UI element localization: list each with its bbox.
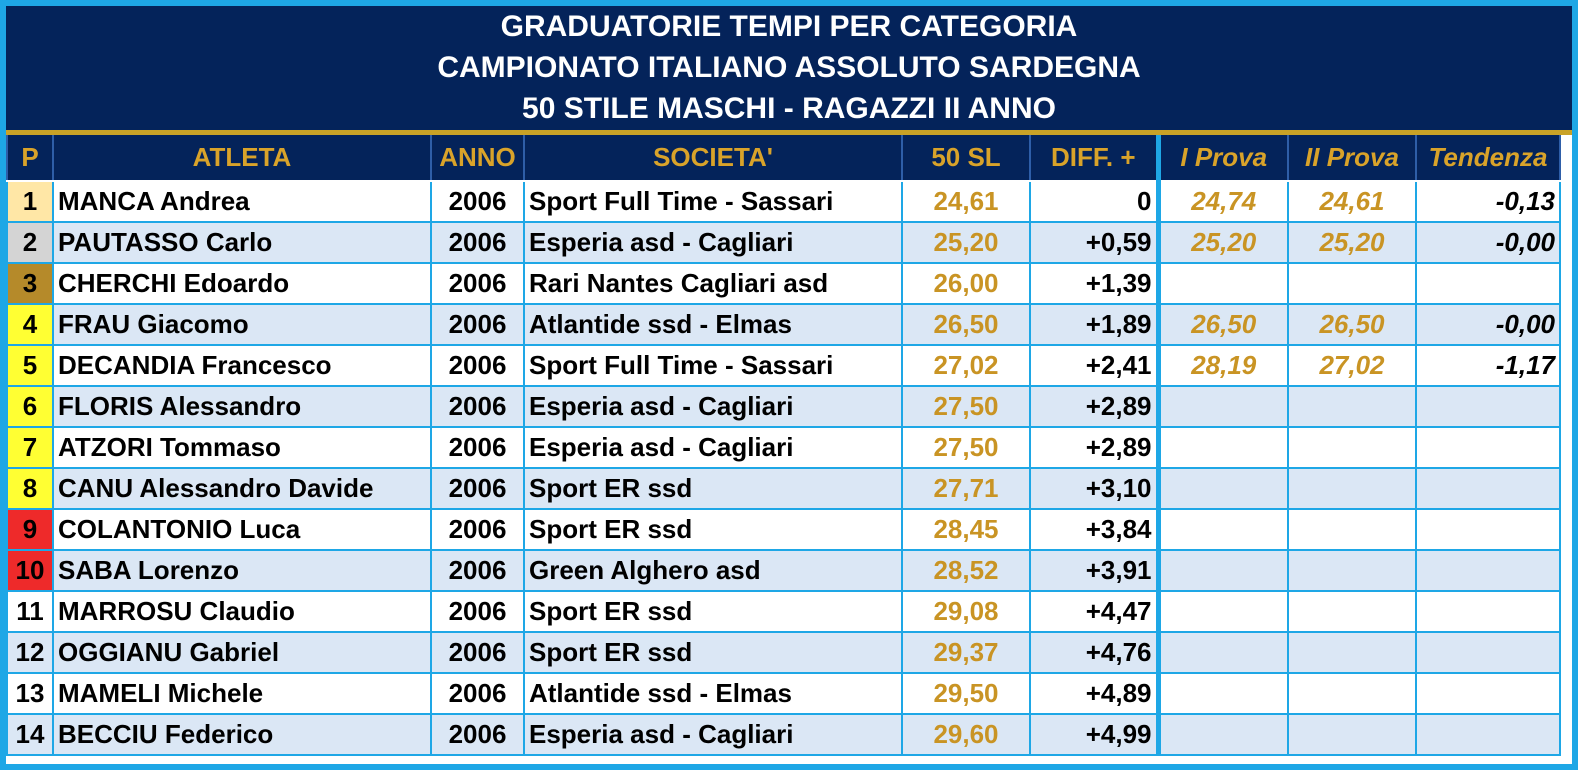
trial2-cell: 26,50 — [1288, 304, 1416, 345]
diff-cell: 0 — [1030, 181, 1158, 222]
year-cell: 2006 — [431, 222, 524, 263]
position-cell: 11 — [7, 591, 53, 632]
col-header-trial2[interactable]: II Prova — [1288, 135, 1416, 181]
club-cell: Esperia asd - Cagliari — [524, 222, 902, 263]
title-line-2: CAMPIONATO ITALIANO ASSOLUTO SARDEGNA — [437, 51, 1141, 84]
diff-cell: +0,59 — [1030, 222, 1158, 263]
col-header-year[interactable]: ANNO — [431, 135, 524, 181]
position-cell: 1 — [7, 181, 53, 222]
athlete-cell: DECANDIA Francesco — [53, 345, 431, 386]
table-row[interactable] — [7, 509, 1560, 550]
year-cell: 2006 — [431, 673, 524, 714]
trial2-cell: 24,61 — [1288, 181, 1416, 222]
year-cell: 2006 — [431, 632, 524, 673]
position-cell: 3 — [7, 263, 53, 304]
time-cell: 24,61 — [902, 181, 1030, 222]
trend-cell — [1416, 427, 1560, 468]
club-cell: Sport Full Time - Sassari — [524, 345, 902, 386]
trial1-cell: 28,19 — [1158, 345, 1288, 386]
club-cell: Rari Nantes Cagliari asd — [524, 263, 902, 304]
club-cell: Sport ER ssd — [524, 591, 902, 632]
trial2-cell — [1288, 632, 1416, 673]
club-cell: Sport ER ssd — [524, 509, 902, 550]
time-cell: 29,60 — [902, 714, 1030, 755]
trend-cell — [1416, 714, 1560, 755]
col-header-diff[interactable]: DIFF. + — [1030, 135, 1158, 181]
club-cell: Sport Full Time - Sassari — [524, 181, 902, 222]
trial1-cell: 25,20 — [1158, 222, 1288, 263]
table-row[interactable] — [7, 427, 1560, 468]
time-cell: 28,45 — [902, 509, 1030, 550]
trend-cell — [1416, 673, 1560, 714]
club-cell: Green Alghero asd — [524, 550, 902, 591]
title-line-3: 50 STILE MASCHI - RAGAZZI II ANNO — [522, 92, 1056, 125]
col-header-trend[interactable]: Tendenza — [1416, 135, 1560, 181]
position-cell: 7 — [7, 427, 53, 468]
col-header-pos[interactable]: P — [7, 135, 53, 181]
time-cell: 27,50 — [902, 386, 1030, 427]
trial1-cell — [1158, 509, 1288, 550]
position-cell: 13 — [7, 673, 53, 714]
club-cell: Atlantide ssd - Elmas — [524, 673, 902, 714]
time-cell: 26,50 — [902, 304, 1030, 345]
diff-cell: +1,89 — [1030, 304, 1158, 345]
trial1-cell — [1158, 468, 1288, 509]
club-cell: Esperia asd - Cagliari — [524, 386, 902, 427]
athlete-cell: MANCA Andrea — [53, 181, 431, 222]
diff-cell: +3,10 — [1030, 468, 1158, 509]
club-cell: Esperia asd - Cagliari — [524, 714, 902, 755]
trend-cell — [1416, 509, 1560, 550]
club-cell: Esperia asd - Cagliari — [524, 427, 902, 468]
athlete-cell: COLANTONIO Luca — [53, 509, 431, 550]
trend-cell: -1,17 — [1416, 345, 1560, 386]
position-cell: 4 — [7, 304, 53, 345]
trial1-cell — [1158, 386, 1288, 427]
athlete-cell: MAMELI Michele — [53, 673, 431, 714]
year-cell: 2006 — [431, 714, 524, 755]
position-cell: 9 — [7, 509, 53, 550]
trial1-cell — [1158, 591, 1288, 632]
year-cell: 2006 — [431, 468, 524, 509]
athlete-cell: MARROSU Claudio — [53, 591, 431, 632]
diff-cell: +3,84 — [1030, 509, 1158, 550]
club-cell: Sport ER ssd — [524, 468, 902, 509]
table-row[interactable] — [7, 304, 1560, 345]
table-row[interactable] — [7, 263, 1560, 304]
table-row[interactable] — [7, 632, 1560, 673]
athlete-cell: FRAU Giacomo — [53, 304, 431, 345]
athlete-cell: CHERCHI Edoardo — [53, 263, 431, 304]
position-cell: 10 — [7, 550, 53, 591]
athlete-cell: BECCIU Federico — [53, 714, 431, 755]
table-row[interactable] — [7, 591, 1560, 632]
athlete-cell: FLORIS Alessandro — [53, 386, 431, 427]
athlete-cell: PAUTASSO Carlo — [53, 222, 431, 263]
time-cell: 27,02 — [902, 345, 1030, 386]
trial2-cell — [1288, 591, 1416, 632]
table-row[interactable] — [7, 345, 1560, 386]
trial1-cell — [1158, 550, 1288, 591]
athlete-cell: ATZORI Tommaso — [53, 427, 431, 468]
position-cell: 12 — [7, 632, 53, 673]
trial1-cell — [1158, 714, 1288, 755]
table-row[interactable] — [7, 181, 1560, 222]
club-cell: Sport ER ssd — [524, 632, 902, 673]
trial2-cell — [1288, 509, 1416, 550]
diff-cell: +2,89 — [1030, 427, 1158, 468]
trial2-cell — [1288, 468, 1416, 509]
table-row[interactable] — [7, 550, 1560, 591]
title-block — [6, 6, 1572, 130]
trend-cell — [1416, 468, 1560, 509]
year-cell: 2006 — [431, 591, 524, 632]
trial1-cell: 26,50 — [1158, 304, 1288, 345]
position-cell: 6 — [7, 386, 53, 427]
diff-cell: +1,39 — [1030, 263, 1158, 304]
col-header-athlete[interactable]: ATLETA — [53, 135, 431, 181]
trend-cell — [1416, 263, 1560, 304]
trial2-cell — [1288, 673, 1416, 714]
diff-cell: +4,89 — [1030, 673, 1158, 714]
diff-cell: +4,47 — [1030, 591, 1158, 632]
trend-cell: -0,00 — [1416, 222, 1560, 263]
trial2-cell: 25,20 — [1288, 222, 1416, 263]
col-header-club[interactable]: SOCIETA' — [524, 135, 902, 181]
athlete-cell: SABA Lorenzo — [53, 550, 431, 591]
table-row[interactable] — [7, 222, 1560, 263]
table-row[interactable] — [7, 386, 1560, 427]
time-cell: 27,50 — [902, 427, 1030, 468]
diff-cell: +2,89 — [1030, 386, 1158, 427]
trial2-cell — [1288, 427, 1416, 468]
time-cell: 29,50 — [902, 673, 1030, 714]
trial1-cell — [1158, 427, 1288, 468]
trend-cell — [1416, 386, 1560, 427]
trial2-cell — [1288, 263, 1416, 304]
header-row — [7, 135, 1560, 181]
year-cell: 2006 — [431, 386, 524, 427]
trend-cell: -0,13 — [1416, 181, 1560, 222]
table-row[interactable] — [7, 673, 1560, 714]
trial2-cell — [1288, 386, 1416, 427]
title-line-1: GRADUATORIE TEMPI PER CATEGORIA — [500, 10, 1078, 43]
trial1-cell: 24,74 — [1158, 181, 1288, 222]
results-table — [6, 135, 1561, 756]
year-cell: 2006 — [431, 509, 524, 550]
time-cell: 25,20 — [902, 222, 1030, 263]
diff-cell: +3,91 — [1030, 550, 1158, 591]
table-row[interactable] — [7, 714, 1560, 755]
club-cell: Atlantide ssd - Elmas — [524, 304, 902, 345]
trial1-cell — [1158, 673, 1288, 714]
position-cell: 8 — [7, 468, 53, 509]
year-cell: 2006 — [431, 181, 524, 222]
col-header-trial1[interactable]: I Prova — [1158, 135, 1288, 181]
trial2-cell — [1288, 550, 1416, 591]
position-cell: 5 — [7, 345, 53, 386]
time-cell: 28,52 — [902, 550, 1030, 591]
trial1-cell — [1158, 263, 1288, 304]
position-cell: 14 — [7, 714, 53, 755]
table-body — [7, 181, 1560, 755]
trial2-cell — [1288, 714, 1416, 755]
time-cell: 27,71 — [902, 468, 1030, 509]
trend-cell — [1416, 632, 1560, 673]
trend-cell — [1416, 591, 1560, 632]
year-cell: 2006 — [431, 427, 524, 468]
time-cell: 26,00 — [902, 263, 1030, 304]
trend-cell — [1416, 550, 1560, 591]
position-cell: 2 — [7, 222, 53, 263]
time-cell: 29,37 — [902, 632, 1030, 673]
diff-cell: +4,76 — [1030, 632, 1158, 673]
athlete-cell: CANU Alessandro Davide — [53, 468, 431, 509]
year-cell: 2006 — [431, 550, 524, 591]
diff-cell: +2,41 — [1030, 345, 1158, 386]
year-cell: 2006 — [431, 304, 524, 345]
year-cell: 2006 — [431, 263, 524, 304]
col-header-time[interactable]: 50 SL — [902, 135, 1030, 181]
trend-cell: -0,00 — [1416, 304, 1560, 345]
diff-cell: +4,99 — [1030, 714, 1158, 755]
time-cell: 29,08 — [902, 591, 1030, 632]
year-cell: 2006 — [431, 345, 524, 386]
trial2-cell: 27,02 — [1288, 345, 1416, 386]
table-row[interactable] — [7, 468, 1560, 509]
trial1-cell — [1158, 632, 1288, 673]
athlete-cell: OGGIANU Gabriel — [53, 632, 431, 673]
